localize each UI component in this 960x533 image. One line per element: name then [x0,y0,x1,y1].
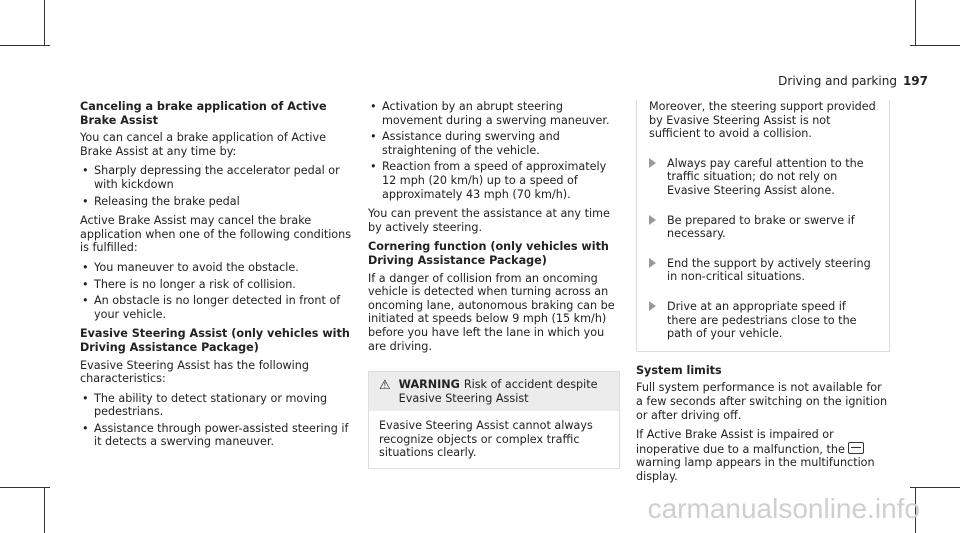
bullet-list [80,392,352,449]
column-1 [80,100,352,455]
paragraph: If a danger of collision from an oncoming vehicle is detected when turning across an oncoming lane, autonomous braking can be initiated at speeds below 9 mph (15 km/h) before you have left the lane in which you are driving. [368,271,615,353]
paragraph: You can prevent the assistance at any time by actively steering. [368,207,610,234]
crop-mark [910,45,960,46]
heading-evasive-steering: Evasive Steering Assist (only vehicles with Driving Assistance Package) [80,327,350,354]
paragraph: If Active Brake Assist is impaired or inoperative due to a malfunction, thewarning lamp appears in the multifunction display. [636,428,875,483]
instruction-step: Be prepared to brake or swerve if necessary. [649,214,877,241]
paragraph: Active Brake Assist may cancel the brake application when one of the following conditions is fulfilled: [80,214,352,255]
heading-cornering: Cornering function (only vehicles with Driving Assistance Package) [368,240,609,267]
column-2 [368,100,620,469]
crop-mark [44,487,45,533]
crop-mark [910,487,960,488]
list-item: • Releasing the brake pedal [80,195,352,209]
heading-system-limits: System limits [636,363,722,377]
section-title: Driving and parking [778,74,897,88]
list-item: • Sharply depressing the accelerator pedal or with kickdown [80,164,352,191]
column-3 [636,100,890,489]
arrow-right-icon [649,301,656,311]
instruction-step: End the support by actively steering in non-critical situations. [649,257,877,284]
crop-mark [0,45,50,46]
crop-mark [915,0,916,46]
arrow-right-icon [649,258,656,268]
instruction-step: Always pay careful attention to the traffic situation; do not rely on Evasive Steering Assist alone. [649,157,877,198]
warning-triangle-icon: ⚠ [379,378,391,394]
arrow-right-icon [649,158,656,168]
crop-mark [0,487,50,488]
paragraph: Evasive Steering Assist has the following characteristics: [80,358,309,386]
warning-title: WARNING [398,378,460,392]
page-header [778,74,928,88]
list-item: • Assistance through power-assisted steering if it detects a swerving maneuver. [80,422,352,449]
paragraph: Full system performance is not available for a few seconds after switching on the ignition or after driving off. [636,381,888,422]
bullet-list [368,100,620,201]
page-number: 197 [902,74,928,88]
warning-body: Evasive Steering Assist cannot always recognize objects or complex traffic situations clearly. [379,419,593,460]
bullet-list [80,261,352,321]
list-item: • The ability to detect stationary or moving pedestrians. [80,392,352,419]
warning-subtitle: Risk of accident despite Evasive Steering Assist [398,378,598,405]
warning-box [368,371,620,469]
warning-header [369,372,619,411]
list-item: • Reaction from a speed of approximately 12 mph (20 km/h) up to a speed of approximately 43 mph (70 km/h). [368,160,620,201]
list-item: • Activation by an abrupt steering movement during a swerving maneuver. [368,100,620,127]
watermark: carmanualsonline.info [647,493,920,524]
list-item: • Assistance during swerving and straightening of the vehicle. [368,130,620,157]
warning-continuation-box [636,100,890,352]
list-item: • An obstacle is no longer detected in front of your vehicle. [80,294,352,321]
instruction-step: Drive at an appropriate speed if there are pedestrians close to the path of your vehicle. [649,300,877,341]
list-item: • There is no longer a risk of collision. [80,278,352,292]
crop-mark [44,0,45,46]
paragraph: You can cancel a brake application of Active Brake Assist at any time by: [80,131,326,158]
bullet-list [80,164,352,208]
list-item: • You maneuver to avoid the obstacle. [80,261,352,275]
heading-cancel-brake: Canceling a brake application of Active Brake Assist [80,100,327,127]
paragraph: Moreover, the steering support provided by Evasive Steering Assist is not sufficient to avoid a collision. [649,100,876,141]
arrow-right-icon [649,215,656,225]
brake-assist-warning-lamp-icon [848,442,864,454]
